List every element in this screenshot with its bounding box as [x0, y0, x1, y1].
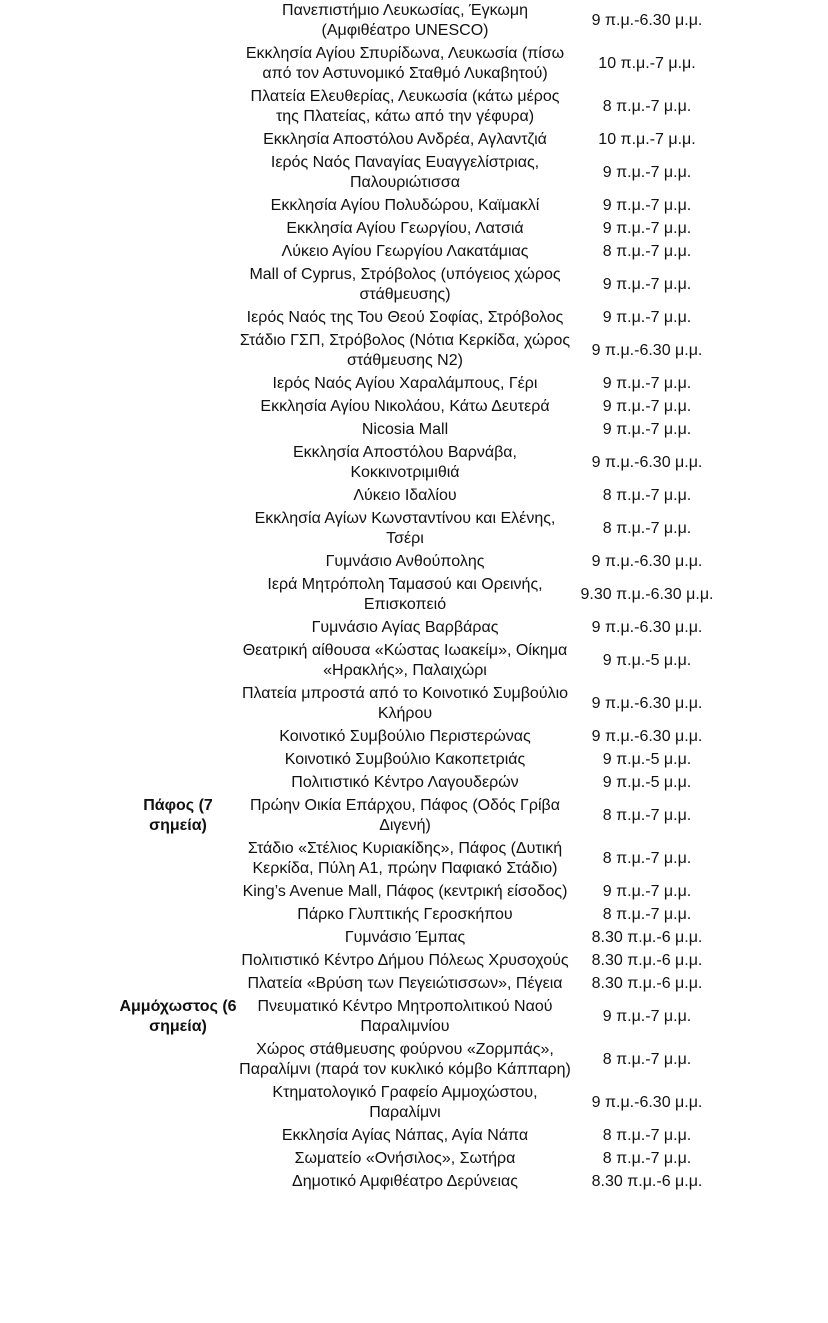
location-cell: Πολιτιστικό Κέντρο Λαγουδερών	[291, 774, 519, 791]
location-cell: Λύκειο Αγίου Γεωργίου Λακατάμιας	[281, 243, 529, 260]
region-cell	[118, 973, 238, 996]
hours-cell: 8 π.μ.-7 μ.μ.	[602, 1051, 692, 1068]
vaccination-points-table	[118, 0, 722, 1194]
location-cell: Εκκλησία Αγίας Νάπας, Αγία Νάπα	[281, 1127, 529, 1144]
location-cell: Πάρκο Γλυπτικής Γεροσκήπου	[297, 906, 513, 923]
location-cell: Nicosia Mall	[361, 421, 449, 438]
hours-cell: 8 π.μ.-7 μ.μ.	[602, 487, 692, 504]
region-cell	[118, 152, 238, 195]
location-cell: Εκκλησία Αποστόλου Βαρνάβα, Κοκκινοτριμιθιά	[292, 444, 517, 481]
table-row	[118, 396, 722, 419]
table-row	[118, 508, 722, 551]
hours-cell: 8.30 π.μ.-6 μ.μ.	[591, 952, 703, 969]
region-cell	[118, 129, 238, 152]
table-row	[118, 574, 722, 617]
hours-cell: 8 π.μ.-7 μ.μ.	[602, 906, 692, 923]
hours-cell: 9 π.μ.-5 μ.μ.	[602, 751, 692, 768]
region-cell	[118, 442, 238, 485]
region-cell	[118, 419, 238, 442]
table-row	[118, 419, 722, 442]
region-cell: Πάφος (7 σημεία)	[143, 797, 213, 834]
table-row	[118, 927, 722, 950]
hours-cell: 9 π.μ.-7 μ.μ.	[602, 398, 692, 415]
location-cell: Εκκλησία Αγίου Γεωργίου, Λατσιά	[286, 220, 524, 237]
region-cell	[118, 1039, 238, 1082]
hours-cell: 9 π.μ.-5 μ.μ.	[602, 652, 692, 669]
region-cell	[118, 881, 238, 904]
hours-cell: 9 π.μ.-7 μ.μ.	[602, 375, 692, 392]
table-body	[118, 0, 722, 1194]
location-cell: Γυμνάσιο Ανθούπολης	[325, 553, 485, 570]
location-cell: Ιερά Μητρόπολη Ταμασού και Ορεινής, Επισκοπειό	[267, 576, 543, 613]
location-cell: Πανεπιστήμιο Λευκωσίας, Έγκωμη (Αμφιθέατρο UNESCO)	[282, 2, 528, 39]
table-row	[118, 1171, 722, 1194]
location-cell: Ιερός Ναός Αγίου Χαραλάμπους, Γέρι	[272, 375, 538, 392]
table-row	[118, 683, 722, 726]
table-row	[118, 330, 722, 373]
table-row	[118, 795, 722, 838]
region-cell	[118, 574, 238, 617]
hours-cell: 9 π.μ.-7 μ.μ.	[602, 421, 692, 438]
hours-cell: 10 π.μ.-7 μ.μ.	[598, 55, 696, 72]
hours-cell: 9 π.μ.-6.30 μ.μ.	[591, 454, 703, 471]
region-cell	[118, 195, 238, 218]
region-cell	[118, 551, 238, 574]
region-cell	[118, 396, 238, 419]
region-cell	[118, 640, 238, 683]
hours-cell: 8 π.μ.-7 μ.μ.	[602, 98, 692, 115]
hours-cell: 9 π.μ.-7 μ.μ.	[602, 1008, 692, 1025]
location-cell: Εκκλησία Αγίου Νικολάου, Κάτω Δευτερά	[260, 398, 550, 415]
location-cell: Δημοτικό Αμφιθέατρο Δερύνειας	[292, 1173, 518, 1190]
table-row	[118, 195, 722, 218]
region-cell	[118, 1125, 238, 1148]
table-row	[118, 1039, 722, 1082]
region-cell	[118, 904, 238, 927]
region-cell	[118, 1148, 238, 1171]
region-cell	[118, 241, 238, 264]
hours-cell: 8 π.μ.-7 μ.μ.	[602, 1127, 692, 1144]
hours-cell: 9 π.μ.-6.30 μ.μ.	[591, 553, 703, 570]
table-row	[118, 307, 722, 330]
hours-cell: 9 π.μ.-6.30 μ.μ.	[591, 1094, 703, 1111]
table-row	[118, 617, 722, 640]
table-row	[118, 881, 722, 904]
hours-cell: 8.30 π.μ.-6 μ.μ.	[591, 1173, 703, 1190]
region-cell	[118, 86, 238, 129]
location-cell: Κτηματολογικό Γραφείο Αμμοχώστου, Παραλίμνι	[272, 1084, 538, 1121]
table-row	[118, 442, 722, 485]
table-row	[118, 973, 722, 996]
location-cell: Γυμνάσιο Έμπας	[344, 929, 466, 946]
table-row	[118, 152, 722, 195]
region-cell	[118, 749, 238, 772]
hours-cell: 9 π.μ.-5 μ.μ.	[602, 774, 692, 791]
location-cell: Πνευματικό Κέντρο Μητροπολιτικού Ναού Παραλιμνίου	[257, 998, 553, 1035]
hours-cell: 9 π.μ.-6.30 μ.μ.	[591, 12, 703, 29]
table-row	[118, 996, 722, 1039]
table-row	[118, 772, 722, 795]
location-cell: Πολιτιστικό Κέντρο Δήμου Πόλεως Χρυσοχούς	[241, 952, 569, 969]
hours-cell: 9 π.μ.-6.30 μ.μ.	[591, 695, 703, 712]
hours-cell: 9 π.μ.-7 μ.μ.	[602, 164, 692, 181]
hours-cell: 9.30 π.μ.-6.30 μ.μ.	[580, 586, 714, 603]
table-row	[118, 485, 722, 508]
hours-cell: 8 π.μ.-7 μ.μ.	[602, 850, 692, 867]
region-cell	[118, 683, 238, 726]
region-cell	[118, 1082, 238, 1125]
table-row	[118, 129, 722, 152]
hours-cell: 9 π.μ.-6.30 μ.μ.	[591, 619, 703, 636]
location-cell: Λύκειο Ιδαλίου	[353, 487, 457, 504]
location-cell: Πλατεία Ελευθερίας, Λευκωσία (κάτω μέρος της Πλατείας, κάτω από την γέφυρα)	[250, 88, 560, 125]
location-cell: Θεατρική αίθουσα «Κώστας Ιωακείμ», Οίκημα «Ηρακλής», Παλαιχώρι	[242, 642, 568, 679]
location-cell: Σωματείο «Ονήσιλος», Σωτήρα	[294, 1150, 516, 1167]
table-row	[118, 264, 722, 307]
location-cell: Εκκλησία Αγίου Σπυρίδωνα, Λευκωσία (πίσω από τον Αστυνομικό Σταθμό Λυκαβητού)	[245, 45, 565, 82]
location-cell: King’s Avenue Mall, Πάφος (κεντρική είσοδος)	[242, 883, 568, 900]
hours-cell: 9 π.μ.-7 μ.μ.	[602, 883, 692, 900]
region-cell	[118, 950, 238, 973]
hours-cell: 9 π.μ.-7 μ.μ.	[602, 276, 692, 293]
hours-cell: 9 π.μ.-6.30 μ.μ.	[591, 342, 703, 359]
location-cell: Στάδιο ΓΣΠ, Στρόβολος (Νότια Κερκίδα, χώρος στάθμευσης Ν2)	[239, 332, 571, 369]
table-row	[118, 0, 722, 43]
region-cell	[118, 508, 238, 551]
hours-cell: 8 π.μ.-7 μ.μ.	[602, 520, 692, 537]
table-row	[118, 1082, 722, 1125]
location-cell: Πρώην Οικία Επάρχου, Πάφος (Οδός Γρίβα Διγενή)	[250, 797, 560, 834]
table-row	[118, 1125, 722, 1148]
location-cell: Ιερός Ναός της Του Θεού Σοφίας, Στρόβολος	[246, 309, 564, 326]
location-cell: Πλατεία «Βρύση των Πεγειώτισσων», Πέγεια	[247, 975, 563, 992]
location-cell: Κοινοτικό Συμβούλιο Περιστερώνας	[279, 728, 531, 745]
region-cell	[118, 772, 238, 795]
location-cell: Ιερός Ναός Παναγίας Ευαγγελίστριας, Παλουριώτισσα	[270, 154, 540, 191]
location-cell: Εκκλησία Αγίων Κωνσταντίνου και Ελένης, Τσέρι	[254, 510, 556, 547]
hours-cell: 8 π.μ.-7 μ.μ.	[602, 243, 692, 260]
region-cell	[118, 485, 238, 508]
region-cell	[118, 264, 238, 307]
table-row	[118, 86, 722, 129]
location-cell: Εκκλησία Αποστόλου Ανδρέα, Αγλαντζιά	[263, 131, 547, 148]
region-cell	[118, 1171, 238, 1194]
table-row	[118, 904, 722, 927]
region-cell	[118, 617, 238, 640]
location-cell: Εκκλησία Αγίου Πολυδώρου, Καϊμακλί	[270, 197, 540, 214]
hours-cell: 9 π.μ.-7 μ.μ.	[602, 220, 692, 237]
location-cell: Κοινοτικό Συμβούλιο Κακοπετριάς	[284, 751, 526, 768]
region-cell	[118, 307, 238, 330]
table-row	[118, 1148, 722, 1171]
hours-cell: 9 π.μ.-6.30 μ.μ.	[591, 728, 703, 745]
table-row	[118, 43, 722, 86]
table-row	[118, 726, 722, 749]
hours-cell: 8 π.μ.-7 μ.μ.	[602, 1150, 692, 1167]
table-row	[118, 241, 722, 264]
hours-cell: 8 π.μ.-7 μ.μ.	[602, 807, 692, 824]
region-cell	[118, 0, 238, 43]
region-cell	[118, 43, 238, 86]
location-cell: Πλατεία μπροστά από το Κοινοτικό Συμβούλιο Κλήρου	[241, 685, 569, 722]
hours-cell: 9 π.μ.-7 μ.μ.	[602, 309, 692, 326]
hours-cell: 10 π.μ.-7 μ.μ.	[598, 131, 696, 148]
table-row	[118, 551, 722, 574]
region-cell	[118, 838, 238, 881]
region-cell	[118, 726, 238, 749]
hours-cell: 8.30 π.μ.-6 μ.μ.	[591, 975, 703, 992]
table-row	[118, 640, 722, 683]
location-cell: Mall of Cyprus, Στρόβολος (υπόγειος χώρος στάθμευσης)	[249, 266, 561, 303]
table-row	[118, 373, 722, 396]
region-cell	[118, 927, 238, 950]
table-row	[118, 749, 722, 772]
hours-cell: 9 π.μ.-7 μ.μ.	[602, 197, 692, 214]
region-cell	[118, 330, 238, 373]
hours-cell: 8.30 π.μ.-6 μ.μ.	[591, 929, 703, 946]
location-cell: Στάδιο «Στέλιος Κυριακίδης», Πάφος (Δυτική Κερκίδα, Πύλη Α1, πρώην Παφιακό Στάδιο)	[247, 840, 563, 877]
table-row	[118, 218, 722, 241]
location-cell: Γυμνάσιο Αγίας Βαρβάρας	[311, 619, 499, 636]
region-cell	[118, 373, 238, 396]
table-row	[118, 950, 722, 973]
region-cell	[118, 218, 238, 241]
region-cell: Αμμόχωστος (6 σημεία)	[119, 998, 237, 1035]
location-cell: Χώρος στάθμευσης φούρνου «Ζορμπάς», Παραλίμνι (παρά τον κυκλικό κόμβο Κάππαρη)	[239, 1041, 571, 1078]
table-row	[118, 838, 722, 881]
